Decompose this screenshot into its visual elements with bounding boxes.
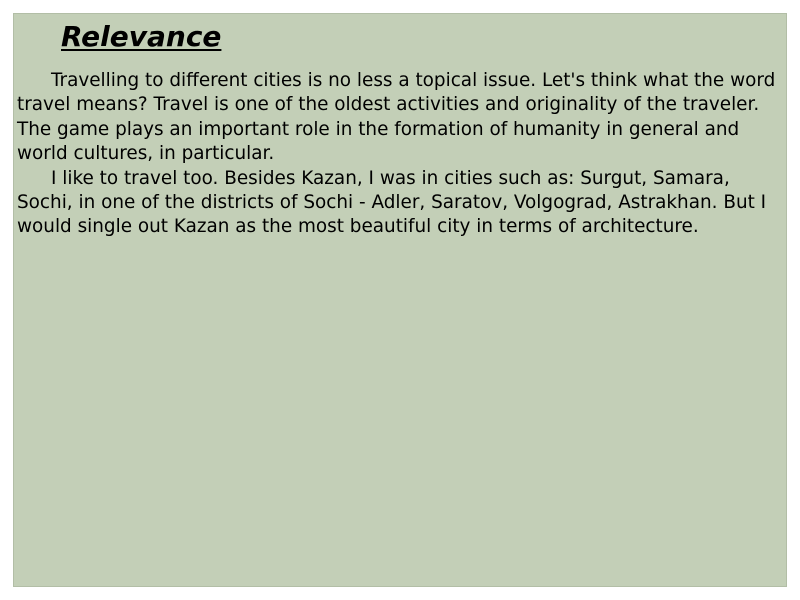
slide [13,13,787,587]
slide-title: Relevance [61,20,222,53]
paragraph-intro: Travelling to different cities is no less a topical issue. Let's think what the word travel means? Travel is one of the oldest activities and originality of the traveler. The game plays an important role in the formation of humanity in general and world cultures, in particular. [17,70,776,165]
paragraph-personal-travel: I like to travel too. Besides Kazan, I was in cities such as: Surgut, Samara, Sochi, in one of the districts of Sochi - Adler, Saratov, Volgograd, Astrakhan. But I would single out Kazan as the most beautiful city in terms of architecture. [17,167,767,238]
slide-body [17,69,785,240]
